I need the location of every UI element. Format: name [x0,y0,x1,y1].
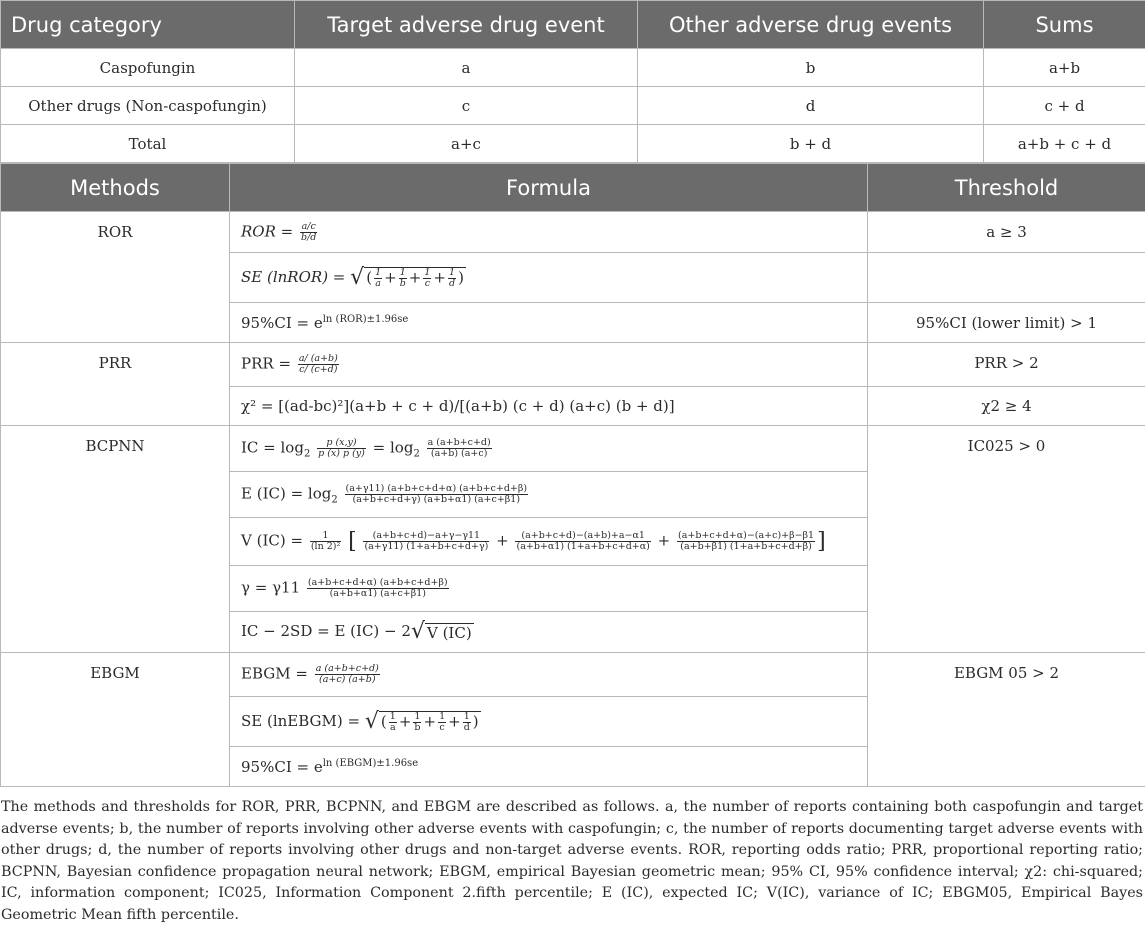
header-threshold: Threshold [868,164,1145,212]
denominator: (a+b) (a+c) [427,449,492,459]
table-row [1,343,1145,387]
numerator: a (a+b+c+d) [427,438,492,449]
header-methods: Methods [1,164,230,212]
fraction [677,531,815,552]
plus-sign: + [496,532,509,550]
formula-se-lnebgm [230,697,868,747]
numerator: (a+b+c+d+α) (a+b+c+d+β) [307,578,449,589]
table-cell: a+b + c + d [984,125,1145,163]
table-cell: d [638,87,984,125]
denominator: (a+c) (a+b) [315,675,380,685]
table-cell: a [295,49,638,87]
denominator: (a+γ11) (1+a+b+c+d+γ) [363,542,489,552]
numerator: 1 [310,531,341,542]
exponent: ln (ROR)±1.96se [323,314,409,325]
formula-text: E (IC) = log [241,484,331,502]
left-bracket-icon: [ [348,529,357,554]
numerator: p (x,y) [317,438,366,449]
formula-ic [230,426,868,472]
formula-prr [230,343,868,387]
table-cell: a+c [295,125,638,163]
numerator: a/ (a+b) [298,354,339,365]
sqrt-icon: √ [411,619,425,644]
table-cell: c + d [984,87,1145,125]
denominator: b/d [300,233,317,243]
radicand: ( $\frac{1}{a}$ + $\frac{1}{b}$ + $\frac{1}{c}$ + $\frac{1}{d}$ ) [379,711,481,733]
fraction [298,354,339,375]
table-cell: b + d [638,125,984,163]
threshold-prr: PRR > 2 [868,343,1145,387]
denominator: (ln 2)² [310,542,341,552]
formula-text: 95%CI = e [241,758,323,776]
contingency-table [0,0,1145,163]
exponent: ln (EBGM)±1.96se [323,758,418,769]
formula-ror [230,212,868,253]
table-cell: b [638,49,984,87]
method-ebgm: EBGM [1,653,230,787]
table-cell: Total [1,125,295,163]
threshold-chi-squared: χ2 ≥ 4 [868,387,1145,426]
fraction [310,531,341,552]
numerator: a/c [300,222,317,233]
right-bracket-icon: ] [817,529,826,554]
methods-table [0,163,1145,787]
table-row [1,212,1145,253]
threshold-bcpnn: IC025 > 0 [868,426,1145,653]
fraction [317,438,366,459]
method-bcpnn: BCPNN [1,426,230,653]
threshold-ror-ci: 95%CI (lower limit) > 1 [868,303,1145,343]
numerator: (a+γ11) (a+b+c+d+α) (a+b+c+d+β) [345,484,529,495]
method-ror: ROR [1,212,230,343]
denominator: (a+b+c+d+γ) (a+b+α1) (a+c+β1) [345,495,529,505]
denominator: (a+b+α1) (1+a+b+c+d+α) [515,542,650,552]
fraction [307,578,449,599]
formula-text: γ = γ11 [241,579,300,597]
formula-text: IC − 2SD = E (IC) − 2 [241,622,411,640]
threshold-ror: a ≥ 3 [868,212,1145,253]
threshold-empty [868,253,1145,303]
table-cell: a+b [984,49,1145,87]
plus-sign: + [658,532,671,550]
formula-text: IC = log [241,438,304,456]
header-drug-category: Drug category [1,1,295,49]
denominator: p (x) p (y) [317,449,366,459]
formula-text: EBGM = [241,665,308,683]
denominator: c/ (c+d) [298,365,339,375]
formula-ror-ci [230,303,868,343]
header-sums: Sums [984,1,1145,49]
formula-text: ROR = [241,222,293,240]
formula-text: 95%CI = e [241,314,323,332]
denominator: (a+b+β1) (1+a+b+c+d+β) [677,542,815,552]
formula-ic-2sd [230,612,868,653]
table-cell: Other drugs (Non-caspofungin) [1,87,295,125]
fraction [300,222,317,243]
method-prr: PRR [1,343,230,426]
table-row [1,426,1145,472]
numerator: (a+b+c+d)−(a+b)+a−α1 [515,531,650,542]
methods-header-row [1,164,1145,212]
sqrt-icon: √ [350,265,364,290]
fraction [427,438,492,459]
formula-ebgm-ci [230,747,868,787]
formula-chi-squared: χ² = [(ad-bc)²](a+b + c + d)/[(a+b) (c + d) (a+c) (b + d)] [230,387,868,426]
table-cell: Caspofungin [1,49,295,87]
subscript: 2 [331,494,337,505]
header-target-adverse-event: Target adverse drug event [295,1,638,49]
formula-text: V (IC) = [241,532,303,550]
sqrt-icon: √ [365,709,379,734]
formula-text: = log [373,438,414,456]
formula-se-lnror [230,253,868,303]
contingency-header-row [1,1,1145,49]
formula-text: PRR = [241,355,291,373]
subscript: 2 [304,448,310,459]
table-row [1,87,1145,125]
table-row [1,49,1145,87]
header-formula: Formula [230,164,868,212]
fraction [363,531,489,552]
numerator: (a+b+c+d+α)−(a+c)+β−β1 [677,531,815,542]
formula-text: SE (lnEBGM) = [241,712,360,730]
formula-gamma [230,566,868,612]
numerator: a (a+b+c+d) [315,664,380,675]
table-footnote: The methods and thresholds for ROR, PRR, BCPNN, and EBGM are described as follows. a, the number of reports containing both caspofungin and target adverse events; b, the number of reports involving other adverse events with caspofungin; c, the number of reports documenting target adverse events with other drugs; d, the number of reports involving other drugs and non-target adverse events. ROR, reporting odds ratio; PRR, proportional reporting ratio; BCPNN, Bayesian confidence propagation neural network; EBGM, empirical Bayesian geometric mean; 95% CI, 95% confidence interval; χ2: chi-squared; IC, information component; IC025, Information Component 2.fifth percentile; E (IC), expected IC; V(IC), variance of IC; EBGM05, Empirical Bayes Geometric Mean fifth percentile. [1,797,1143,926]
fraction [315,664,380,685]
radicand: ( $\frac{1}{a}$ + $\frac{1}{b}$ + $\frac{1}{c}$ + $\frac{1}{d}$ ) [364,267,466,289]
subscript: 2 [413,448,419,459]
numerator: (a+b+c+d)−a+γ−γ11 [363,531,489,542]
table-row [1,125,1145,163]
fraction [515,531,650,552]
formula-expected-ic [230,472,868,518]
header-other-adverse-events: Other adverse drug events [638,1,984,49]
table-row [1,653,1145,697]
formula-ebgm [230,653,868,697]
table-cell: c [295,87,638,125]
threshold-ebgm: EBGM 05 > 2 [868,653,1145,787]
formula-variance-ic [230,518,868,566]
fraction [345,484,529,505]
formula-text: SE (lnROR) = [241,268,345,286]
denominator: (a+b+α1) (a+c+β1) [307,589,449,599]
radicand: V (IC) [425,623,474,642]
